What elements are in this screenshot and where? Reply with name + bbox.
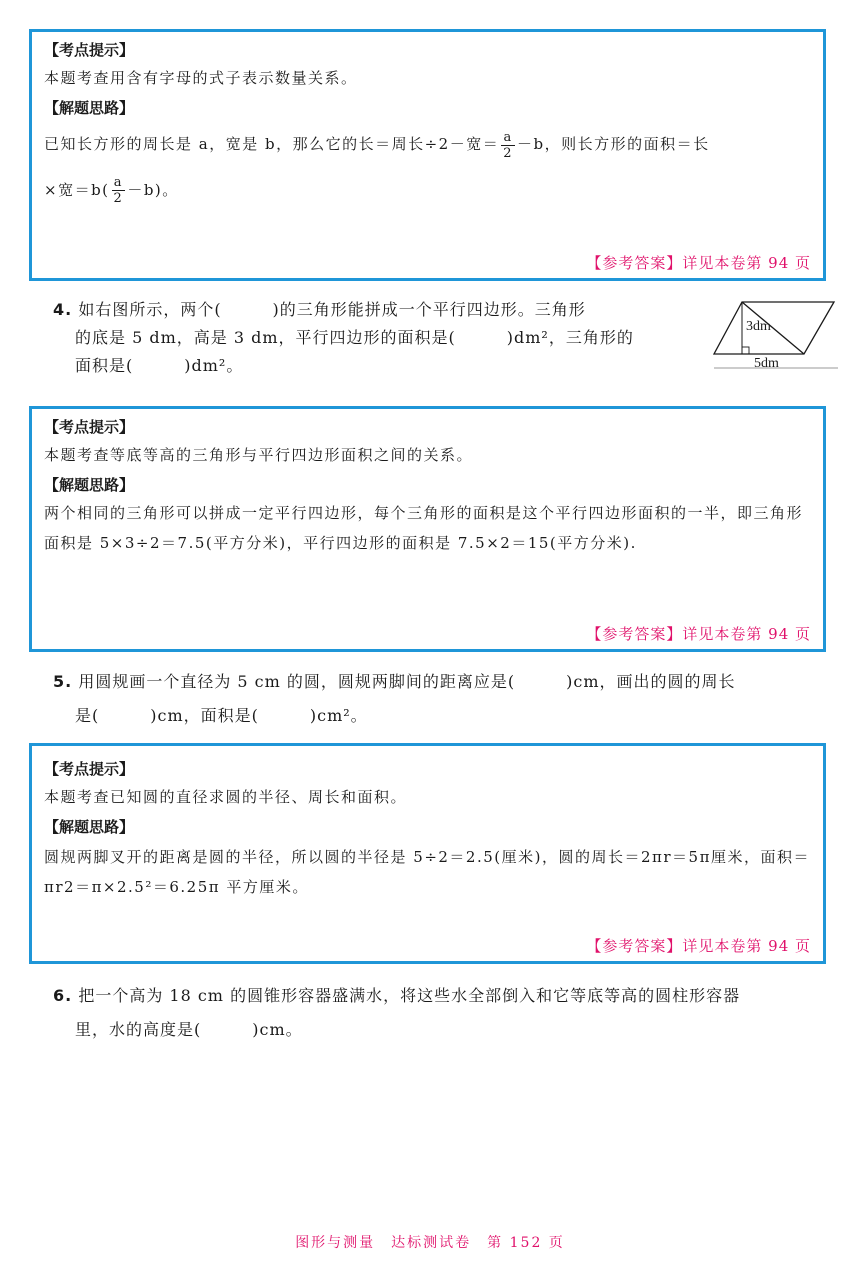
question-number: 6. (53, 986, 73, 1005)
question-number: 4. (53, 300, 73, 319)
question-text-line: 用圆规画一个直径为 5 cm 的圆，圆规两脚间的距离应是( )cm，画出的圆的周长 (78, 672, 736, 691)
fraction-a-over-2: $\frac{a}{2}$ (503, 129, 513, 161)
exam-point-text: 本题考查用含有字母的式子表示数量关系。 (44, 69, 358, 87)
solution-idea-tag: 【解题思路】 (44, 818, 135, 836)
solution-idea-text: 圆规两脚叉开的距离是圆的半径，所以圆的半径是 5÷2＝2.5(厘米)，圆的周长＝2πr＝5π厘米，面积＝πr2＝π×2.5²＝6.25π 平方厘米。 (44, 848, 810, 896)
base-label: 5dm (754, 356, 779, 370)
reference-answer: 【参考答案】详见本卷第 94 页 (586, 937, 811, 955)
exam-point-tag: 【考点提示】 (44, 41, 135, 59)
question-number: 5. (53, 672, 73, 691)
question-text-line: 把一个高为 18 cm 的圆锥形容器盛满水，将这些水全部倒入和它等底等高的圆柱形容器 (78, 986, 741, 1005)
solution-box-1 (29, 29, 826, 281)
question-text-line: 的底是 5 dm，高是 3 dm，平行四边形的面积是( )dm²，三角形的 (75, 328, 634, 347)
exam-point-tag: 【考点提示】 (44, 760, 135, 778)
question-text-line: 里，水的高度是( )cm。 (75, 1020, 303, 1039)
height-label: 3dm (746, 319, 771, 334)
question-5 (53, 668, 843, 730)
solution-box-2 (29, 406, 826, 652)
solution-idea-text: 两个相同的三角形可以拼成一定平行四边形，每个三角形的面积是这个平行四边形面积的一半，即三角形面积是 5×3÷2＝7.5(平方分米)，平行四边形的面积是 7.5×2＝15(平方分米). (44, 504, 804, 552)
solution-idea-text: 已知长方形的周长是 a，宽是 b，那么它的长＝周长÷2－宽＝ $\frac{a}{2}$ －b，则长方形的面积＝长 ×宽＝b( $\frac{a}{2}$ －b)。 (44, 129, 710, 206)
solution-idea-tag: 【解题思路】 (44, 476, 135, 494)
solution-box-3 (29, 743, 826, 964)
exam-point-text: 本题考查等底等高的三角形与平行四边形面积之间的关系。 (44, 446, 474, 464)
solution-idea-tag: 【解题思路】 (44, 99, 135, 117)
question-text-line: 面积是( )dm²。 (75, 356, 244, 375)
reference-answer: 【参考答案】详见本卷第 94 页 (586, 254, 811, 272)
page-footer: 图形与测量 达标测试卷 第 152 页 (295, 1235, 565, 1251)
exam-point-text: 本题考查已知圆的直径求圆的半径、周长和面积。 (44, 788, 408, 806)
question-4 (53, 296, 703, 380)
reference-answer: 【参考答案】详见本卷第 94 页 (586, 625, 811, 643)
fraction-a-over-2: $\frac{a}{2}$ (113, 175, 124, 206)
question-6 (53, 982, 843, 1044)
question-text-line: 如右图所示，两个( )的三角形能拼成一个平行四边形。三角形 (78, 300, 586, 319)
parallelogram-figure (712, 298, 838, 370)
question-text-line: 是( )cm，面积是( )cm²。 (75, 706, 368, 725)
exam-point-tag: 【考点提示】 (44, 418, 135, 436)
